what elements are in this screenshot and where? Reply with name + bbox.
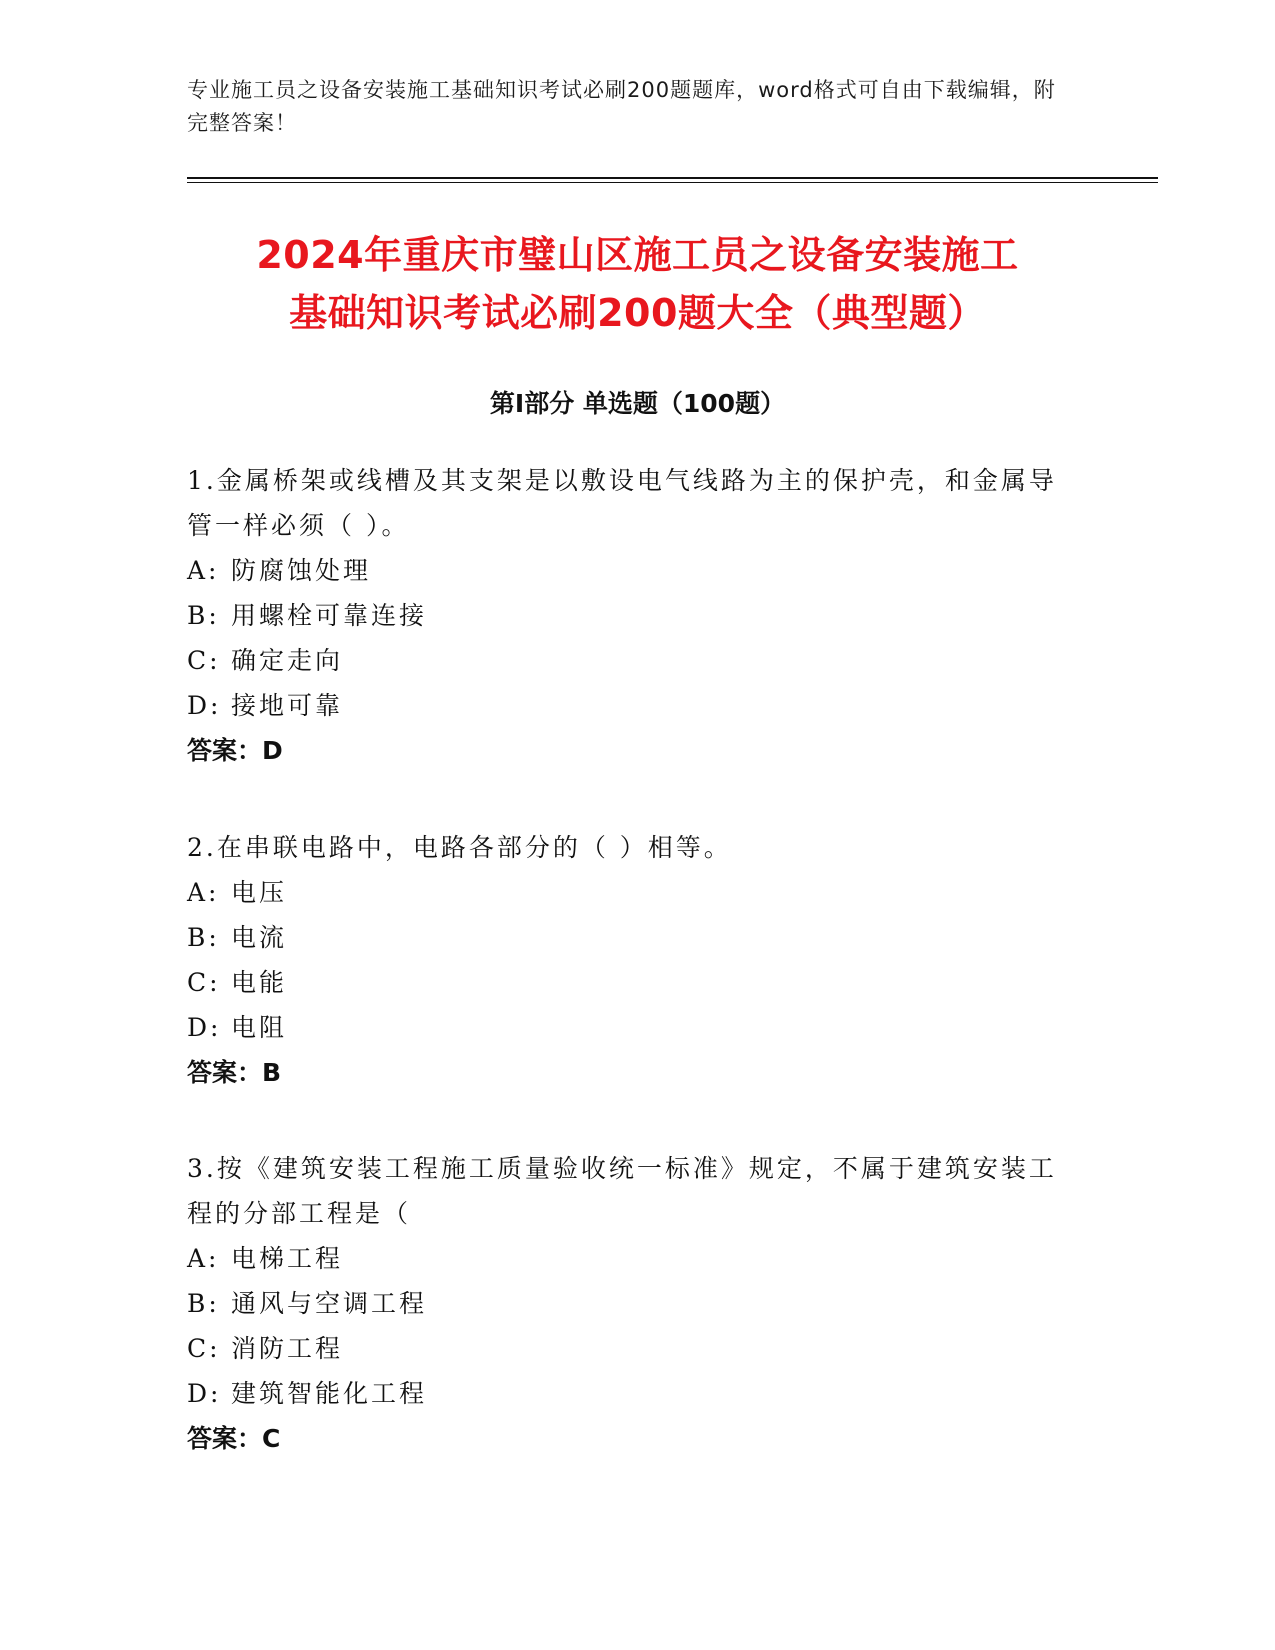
option-key: B: bbox=[187, 923, 220, 952]
header-divider-thin bbox=[187, 182, 1158, 183]
option-text: 建筑智能化工程 bbox=[231, 1379, 428, 1408]
option-text: 电梯工程 bbox=[231, 1244, 344, 1273]
option-text: 消防工程 bbox=[231, 1334, 344, 1363]
option-c bbox=[187, 1326, 1067, 1371]
option-key: A: bbox=[187, 878, 220, 907]
option-key: A: bbox=[187, 556, 220, 585]
option-text: 电能 bbox=[231, 968, 288, 997]
option-key: D: bbox=[187, 1013, 222, 1042]
question-stem: 1.金属桥架或线槽及其支架是以敷设电气线路为主的保护壳，和金属导管一样必须（ ）。 bbox=[187, 466, 1057, 540]
option-a bbox=[187, 1236, 1067, 1281]
option-key: D: bbox=[187, 1379, 222, 1408]
document-title-line-1: 2024年重庆市璧山区施工员之设备安装施工 bbox=[256, 233, 1019, 277]
option-c bbox=[187, 638, 1067, 683]
option-key: D: bbox=[187, 691, 222, 720]
header-divider-thick bbox=[187, 177, 1158, 179]
question-1 bbox=[187, 458, 1067, 773]
header-note: 专业施工员之设备安装施工基础知识考试必刷200题题库，word格式可自由下载编辑，附完整答案！ bbox=[187, 78, 1056, 135]
option-key: C: bbox=[187, 646, 221, 675]
option-b bbox=[187, 1281, 1067, 1326]
option-key: C: bbox=[187, 1334, 221, 1363]
option-text: 通风与空调工程 bbox=[231, 1289, 428, 1318]
option-key: B: bbox=[187, 601, 220, 630]
option-c bbox=[187, 960, 1067, 1005]
option-key: A: bbox=[187, 1244, 220, 1273]
option-b bbox=[187, 593, 1067, 638]
option-b bbox=[187, 915, 1067, 960]
option-key: B: bbox=[187, 1289, 220, 1318]
question-3 bbox=[187, 1146, 1067, 1461]
answer: 答案：D bbox=[187, 736, 283, 765]
answer: 答案：C bbox=[187, 1424, 281, 1453]
option-d bbox=[187, 1005, 1067, 1050]
option-d bbox=[187, 683, 1067, 728]
question-stem: 2.在串联电路中，电路各部分的（ ）相等。 bbox=[187, 833, 732, 862]
answer: 答案：B bbox=[187, 1058, 282, 1087]
option-text: 用螺栓可靠连接 bbox=[231, 601, 428, 630]
option-text: 电阻 bbox=[231, 1013, 288, 1042]
option-text: 电压 bbox=[231, 878, 288, 907]
option-a bbox=[187, 548, 1067, 593]
question-stem: 3.按《建筑安装工程施工质量验收统一标准》规定，不属于建筑安装工程的分部工程是（ bbox=[187, 1154, 1057, 1228]
section-heading: 第I部分 单选题（100题） bbox=[489, 389, 786, 418]
option-a bbox=[187, 870, 1067, 915]
question-2 bbox=[187, 825, 1067, 1095]
option-text: 电流 bbox=[231, 923, 288, 952]
option-text: 接地可靠 bbox=[231, 691, 344, 720]
document-title-line-2: 基础知识考试必刷200题大全（典型题） bbox=[289, 291, 986, 335]
option-text: 确定走向 bbox=[231, 646, 344, 675]
option-text: 防腐蚀处理 bbox=[231, 556, 372, 585]
option-d bbox=[187, 1371, 1067, 1416]
document-title bbox=[150, 226, 1125, 342]
option-key: C: bbox=[187, 968, 221, 997]
